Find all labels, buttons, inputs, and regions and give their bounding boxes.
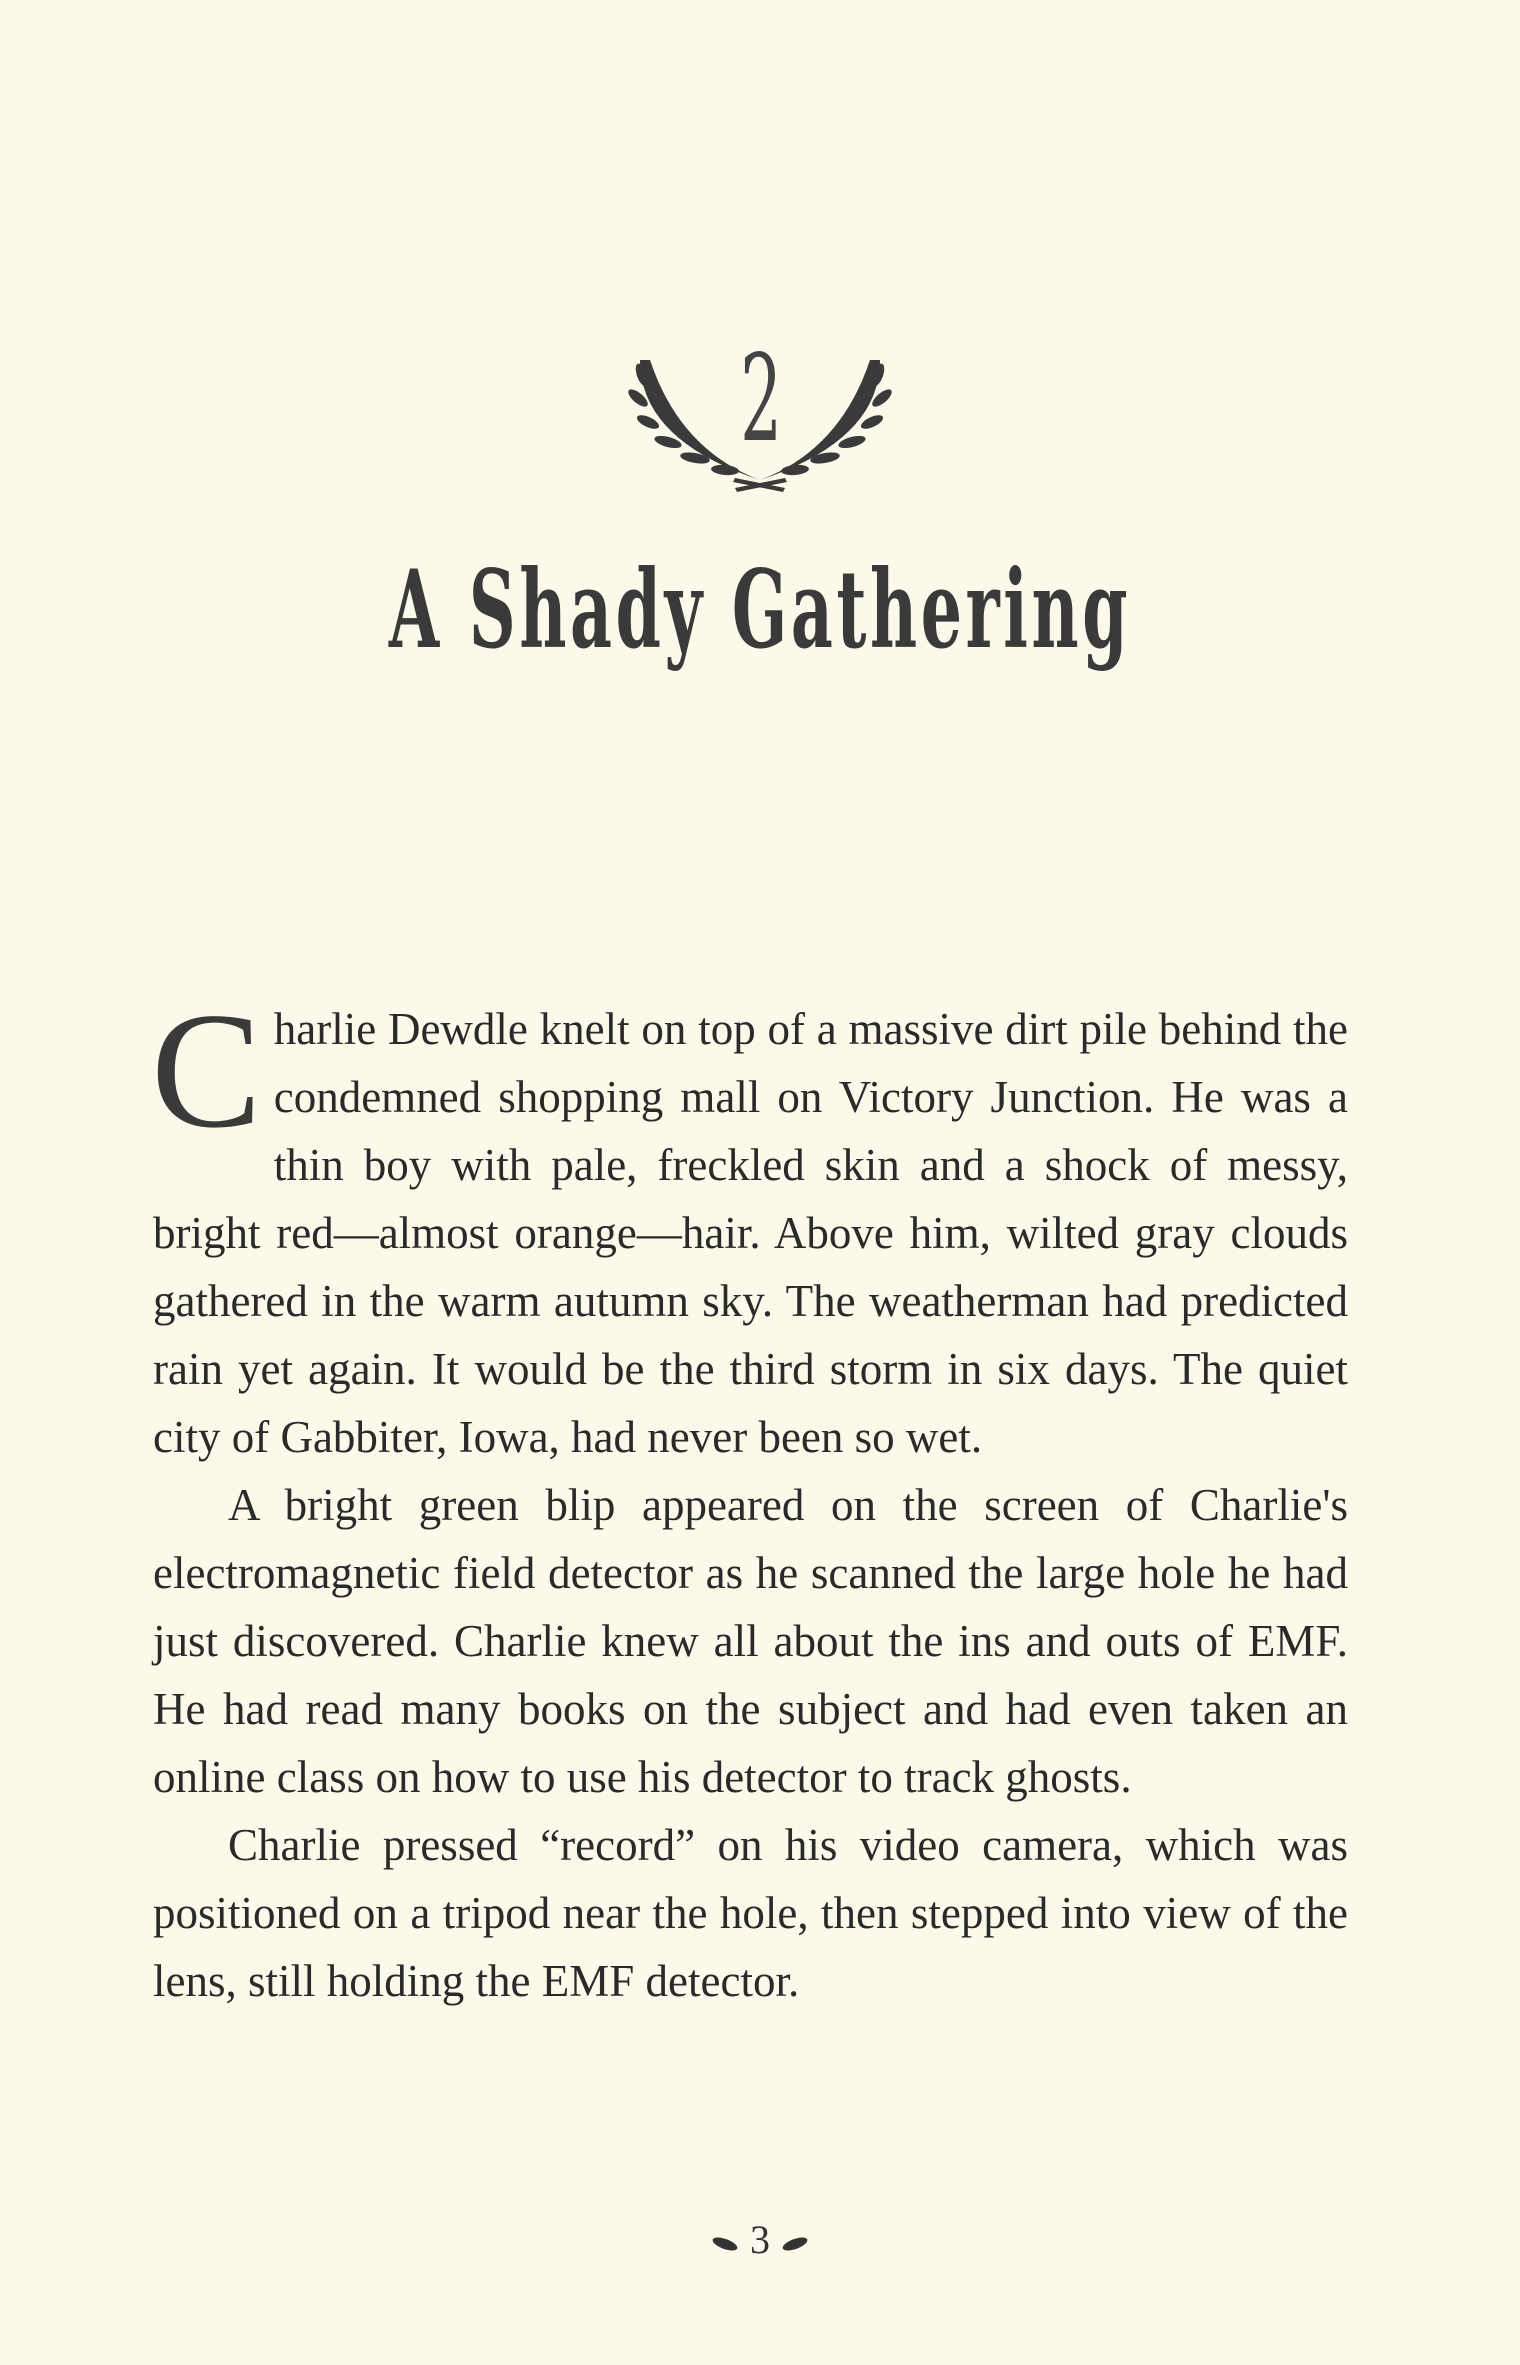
chapter-ornament — [620, 330, 900, 500]
paragraph-1-text: harlie Dewdle knelt on top of a massive dirt pile behind the condemned shopping mall on Victory Junction. He was a thin boy with pale, freckled skin and a shock of messy, bright red—almost orange—hair. Above him, wilted gray clouds gathered in the warm autumn sky. The weatherman had predicted rain yet again. It would be the third storm in six days. The quiet city of Gabbiter, Iowa, had never been so wet. — [153, 1004, 1348, 1462]
paragraph-1 — [151, 978, 1348, 1471]
paragraph-3: Charlie pressed “record” on his video camera, which was positioned on a tripod near the hole, then stepped into view of the lens, still holding the EMF detector. — [153, 1820, 1348, 2006]
drop-cap: C — [151, 978, 262, 1162]
page-number: 3 — [750, 2217, 770, 2262]
chapter-number: 2 — [740, 330, 780, 469]
paragraph-2: A bright green blip appeared on the screen of Charlie's electromagnetic field detector as he scanned the large hole he had just discovered. Charlie knew all about the ins and outs of EMF. He had read many books on the subject and had even taken an online class on how to use his detector to track ghosts. — [153, 1480, 1348, 1802]
chapter-body — [151, 978, 1348, 2015]
folio-ornament-left-icon — [711, 2235, 739, 2253]
chapter-title: A Shady Gathering — [388, 547, 1132, 673]
folio-ornament-right-icon — [781, 2235, 809, 2253]
page-footer — [0, 2210, 1520, 2270]
